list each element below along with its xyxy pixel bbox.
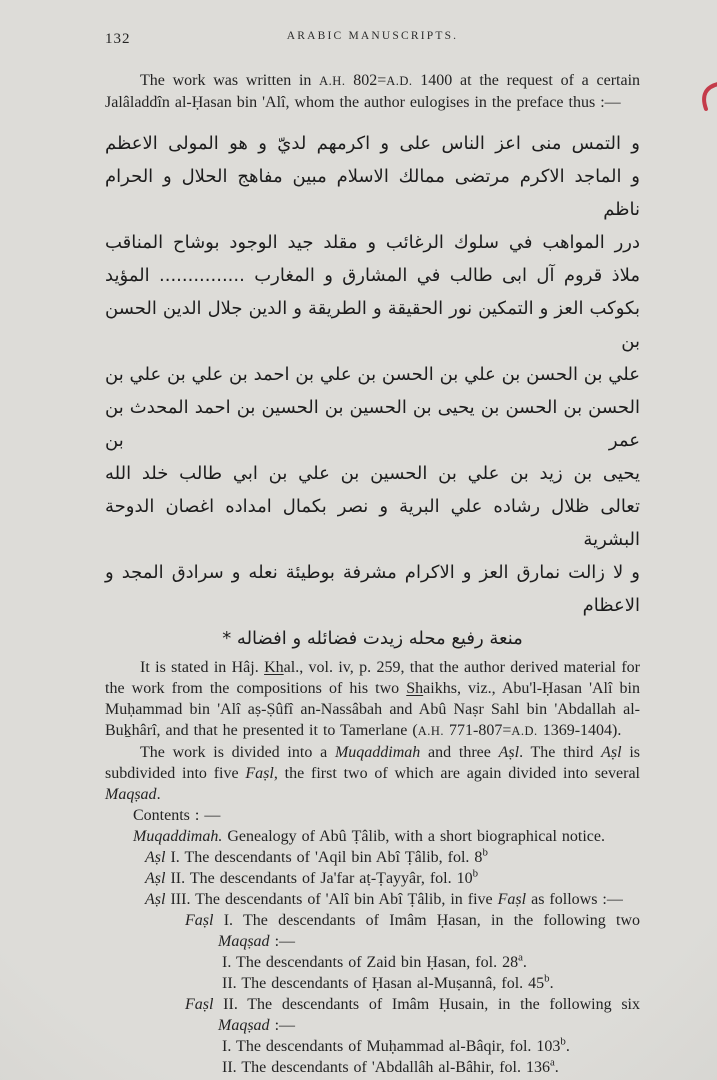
contents-entry-fasl2-ii: II. The descendants of 'Abdallâh al-Bâhir, fol. 136$^a$. [222, 1056, 559, 1076]
arabic-quotation [105, 127, 640, 655]
contents-entry-asl-2: Aṣl II. The descendants of Ja'far aṭ-Ṭayyâr, fol. 10$^b$ [145, 867, 479, 887]
page-number: 132 [105, 31, 131, 47]
contents-entry-fasl-1: Faṣl I. The descendants of Imâm Ḥasan, in the following two Maqṣad :— [185, 912, 640, 950]
arabic-line: ملاذ قروم آل ابى طالب في المشارق و المغارب ............... المؤيد [105, 265, 640, 286]
running-header: ARABIC MANUSCRIPTS. [286, 30, 459, 42]
arabic-line: و الماجد الاكرم مرتضى ممالك الاسلام مبين مفاهج الحلال و الحرام ناظم [105, 166, 640, 220]
paragraph-division: The work is divided into a Muqaddimah and three Aṣl. The third Aṣl is subdivided into five Faṣl, the first two of which are again divided into several Maqṣad. [105, 744, 641, 803]
paragraph-intro: The work was written in A.H. 802=A.D. 1400 at the request of a certain Jalâladdîn al-Ḥasan bin 'Alî, whom the author eulogises in the preface thus :— [105, 72, 641, 111]
contents-entry-fasl1-ii: II. The descendants of Ḥasan al-Muṣannâ, fol. 45$^b$. [222, 972, 554, 992]
arabic-line: درر المواهب في سلوك الرغائب و مقلد جيد الوجود بوشاح المناقب [105, 232, 640, 253]
arabic-line: بكوكب العز و التمكين نور الحقيقة و الطريقة و الدين جلال الدين الحسن بن [105, 298, 640, 352]
paragraph-sources: It is stated in Hâj. Khal., vol. iv, p. 259, that the author derived material for the work from the compositions of his two Shaikhs, viz., Abu'l-Ḥasan 'Alî bin Muḥammad bin 'Alî aṣ-Ṣûfî an-Nassâbah and Abû Naṣr Sahl bin 'Abdallah al-Buḵhârî, and that he presented it to Tamerlane (A.H. 771-807=A.D. 1369-1404). [105, 659, 641, 739]
page-header-row [105, 30, 640, 48]
red-ink-mark [696, 82, 717, 112]
contents-label: Contents : — [133, 807, 221, 824]
contents-entry-fasl1-i: I. The descendants of Zaid bin Ḥasan, fol. 28$^a$. [222, 951, 527, 971]
contents-entry-asl-3: Aṣl III. The descendants of 'Alî bin Abî Ṭâlib, in five Faṣl as follows :— [145, 891, 623, 908]
arabic-line: الحسن بن الحسن بن يحيى بن الحسين بن الحسين بن احمد المحدث بن عمر بن [105, 397, 640, 451]
arabic-line: يحيى بن زيد بن علي بن الحسين بن علي بن ابي طالب خلد الله [105, 463, 640, 484]
contents-entry-fasl2-i: I. The descendants of Muḥammad al-Bâqir, fol. 103$^b$. [222, 1035, 570, 1055]
arabic-line: علي بن الحسن بن علي بن الحسن بن علي بن احمد بن علي بن علي بن [105, 364, 640, 385]
contents-entry-asl-1: Aṣl I. The descendants of 'Aqil bin Abî Ṭâlib, fol. 8$^b$ [145, 846, 488, 866]
arabic-line: و التمس منى اعز الناس على و اكرمهم لديّ و هو المولى الاعظم [105, 133, 640, 154]
arabic-line: تعالى ظلال رشاده علي البرية و نصر بكمال امداده اغصان الدوحة البشرية [105, 496, 640, 550]
arabic-line: و لا زالت نمارق العز و الاكرام مشرفة بوطيئة نعله و سرادق المجد و الاعظام [105, 562, 640, 616]
contents-entry-muqaddimah: Muqaddimah. Genealogy of Abû Ṭâlib, with a short biographical notice. [133, 828, 606, 845]
arabic-line: منعة رفيع محله زيدت فضائله و افضاله * [222, 628, 523, 649]
contents-entry-fasl-2: Faṣl II. The descendants of Imâm Ḥusain, in the following six Maqṣad :— [185, 996, 640, 1034]
